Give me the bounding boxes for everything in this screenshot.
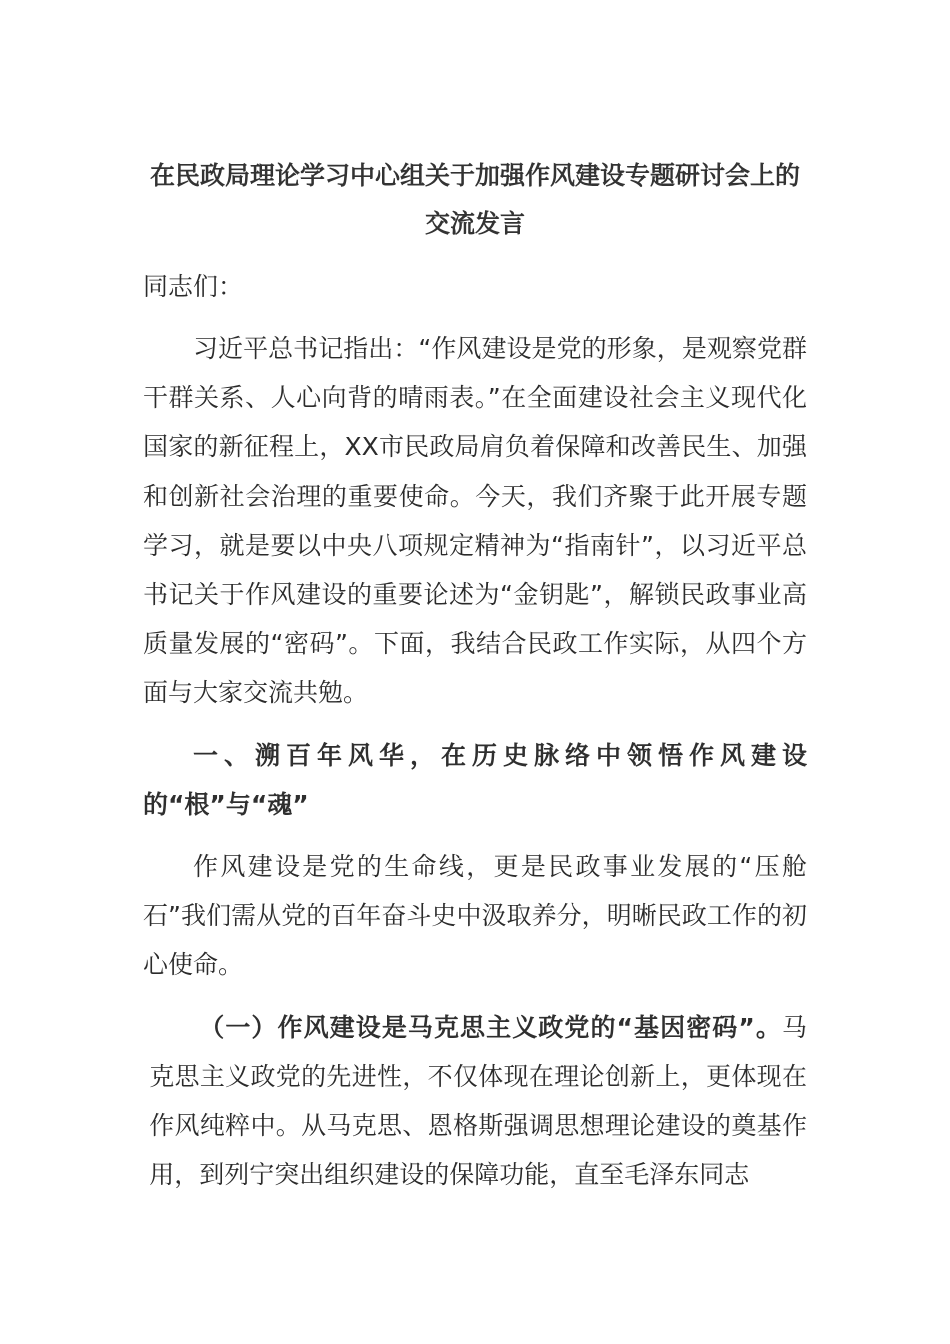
subsection-1-body: 马克思主义政党的先进性，不仅体现在理论创新上，更体现在作风纯粹中。从马克思、恩格斯强调思想理论建设的奠基作用，到列宁突出组织建设的保障功能，直至毛泽东同志 [149, 1012, 807, 1190]
intro-paragraph: 习近平总书记指出：“作风建设是党的形象，是观察党群干群关系、人心向背的晴雨表。”在全面建设社会主义现代化国家的新征程上，XX市民政局肩负着保障和改善民生、加强和创新社会治理的重要使命。今天，我们齐聚于此开展专题学习，就是要以中央八项规定精神为“指南针”，以习近平总书记关于作风建设的重要论述为“金钥匙”，解锁民政事业高质量发展的“密码”。下面，我结合民政工作实际，从四个方面与大家交流共勉。 [143, 334, 807, 708]
document-title: 在民政局理论学习中心组关于加强作风建设专题研讨会上的交流发言 [149, 161, 800, 238]
document-body [143, 262, 807, 1199]
greeting: 同志们： [143, 272, 244, 301]
subsection-1-heading: （一）作风建设是马克思主义政党的“基因密码”。 [199, 1012, 782, 1042]
section-1-paragraph: 作风建设是党的生命线，更是民政事业发展的“压舱石”我们需从党的百年奋斗史中汲取养分，明晰民政工作的初心使命。 [143, 852, 807, 980]
section-1-heading: 一、溯百年风华，在历史脉络中领悟作风建设的“根”与“魂” [143, 740, 807, 819]
subsection-1-paragraph [143, 1003, 807, 1200]
